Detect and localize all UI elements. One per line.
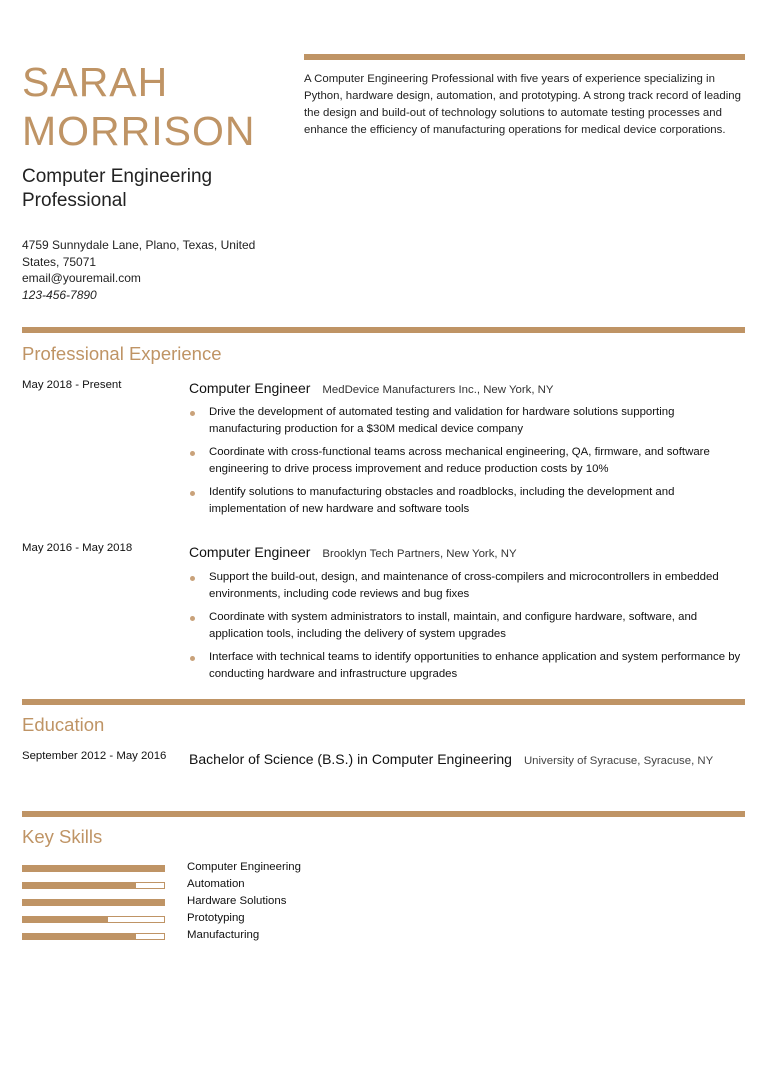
- list-item: Support the build-out, design, and maintenance of cross-compilers and microcontrollers in embedded environments, including code reviews and bug fixes: [189, 569, 749, 602]
- address-line1: 4759 Sunnydale Lane, Plano, Texas, United: [22, 238, 256, 252]
- bullet-dot-icon: [190, 451, 195, 456]
- bullet-dot-icon: [190, 576, 195, 581]
- job-1-dates: May 2018 - Present: [22, 379, 122, 391]
- email[interactable]: email@youremail.com: [22, 271, 141, 285]
- skill-row: [22, 879, 322, 893]
- education-title: Education: [22, 714, 105, 735]
- bullet-dot-icon: [190, 656, 195, 661]
- skills-divider: [22, 811, 745, 817]
- name-last: MORRISON: [22, 108, 256, 154]
- school-name: University of Syracuse, Syracuse, NY: [523, 755, 714, 767]
- skill-row: [22, 862, 322, 876]
- address-line2: States, 75071: [22, 254, 97, 269]
- skills-title: Key Skills: [22, 826, 103, 847]
- skill-level-bar: [22, 916, 165, 923]
- job-2-dates: May 2016 - May 2018: [22, 542, 133, 554]
- skill-level-bar: [22, 865, 165, 872]
- job-2-role: Computer Engineer: [189, 544, 311, 560]
- bullet-dot-icon: [190, 411, 195, 416]
- skill-name: Automation: [187, 878, 245, 890]
- skill-name: Manufacturing: [187, 929, 260, 941]
- job-2-bullets: [189, 569, 749, 689]
- summary-text: A Computer Engineering Professional with five years of experience specializing in Python, hardware design, automation, and prototyping. A strong track record of leading the design and build-out of technology solutions to automate testing processes and enhance the efficiency of manufacturing operations for medical device corporations.: [304, 73, 741, 136]
- skill-level-bar: [22, 899, 165, 906]
- bullet-dot-icon: [190, 491, 195, 496]
- summary-divider: [304, 54, 745, 60]
- degree-name: Bachelor of Science (B.S.) in Computer Engineering: [189, 751, 512, 767]
- skill-level-fill: [23, 934, 136, 939]
- job-2-heading: [189, 544, 517, 560]
- contact-block: [22, 237, 262, 303]
- list-item: Drive the development of automated testing and validation for hardware solutions supporting manufacturing production for a $30M medical device company: [189, 404, 749, 437]
- skill-level-fill: [23, 883, 136, 888]
- list-item: Interface with technical teams to identify opportunities to enhance application and system performance by conducting hardware and infrastructure upgrades: [189, 649, 749, 682]
- skill-row: [22, 930, 322, 944]
- job-1-heading: [189, 380, 553, 396]
- skill-level-fill: [23, 917, 108, 922]
- skill-name: Prototyping: [187, 912, 245, 924]
- skill-row: [22, 896, 322, 910]
- job-1-company: MedDevice Manufacturers Inc., New York, NY: [322, 384, 554, 396]
- job-2-company: Brooklyn Tech Partners, New York, NY: [322, 548, 517, 560]
- job-title: [22, 165, 272, 213]
- job-title-line1: Computer Engineering: [22, 166, 213, 187]
- skill-level-bar: [22, 882, 165, 889]
- list-item: Coordinate with system administrators to install, maintain, and configure hardware, software, and application tools, including the delivery of system upgrades: [189, 609, 749, 642]
- experience-divider: [22, 327, 745, 333]
- skill-row: [22, 913, 322, 927]
- skill-level-fill: [23, 866, 164, 871]
- name-first: SARAH: [22, 59, 169, 105]
- education-dates: September 2012 - May 2016: [22, 750, 167, 762]
- education-heading: [189, 751, 713, 767]
- phone[interactable]: 123-456-7890: [22, 287, 97, 302]
- experience-title: Professional Experience: [22, 343, 222, 364]
- skill-name: Computer Engineering: [187, 861, 301, 873]
- list-item: Coordinate with cross-functional teams across mechanical engineering, QA, firmware, and software engineering to drive process improvement and reduce production costs by 10%: [189, 444, 749, 477]
- education-divider: [22, 699, 745, 705]
- skill-level-bar: [22, 933, 165, 940]
- job-1-bullets: [189, 404, 749, 524]
- bullet-dot-icon: [190, 616, 195, 621]
- skill-level-fill: [23, 900, 164, 905]
- job-title-line2: Professional: [22, 190, 127, 211]
- list-item: Identify solutions to manufacturing obstacles and roadblocks, including the development and implementation of new hardware and software tools: [189, 484, 749, 517]
- skill-name: Hardware Solutions: [187, 895, 287, 907]
- job-1-role: Computer Engineer: [189, 380, 311, 396]
- candidate-name: [22, 58, 292, 156]
